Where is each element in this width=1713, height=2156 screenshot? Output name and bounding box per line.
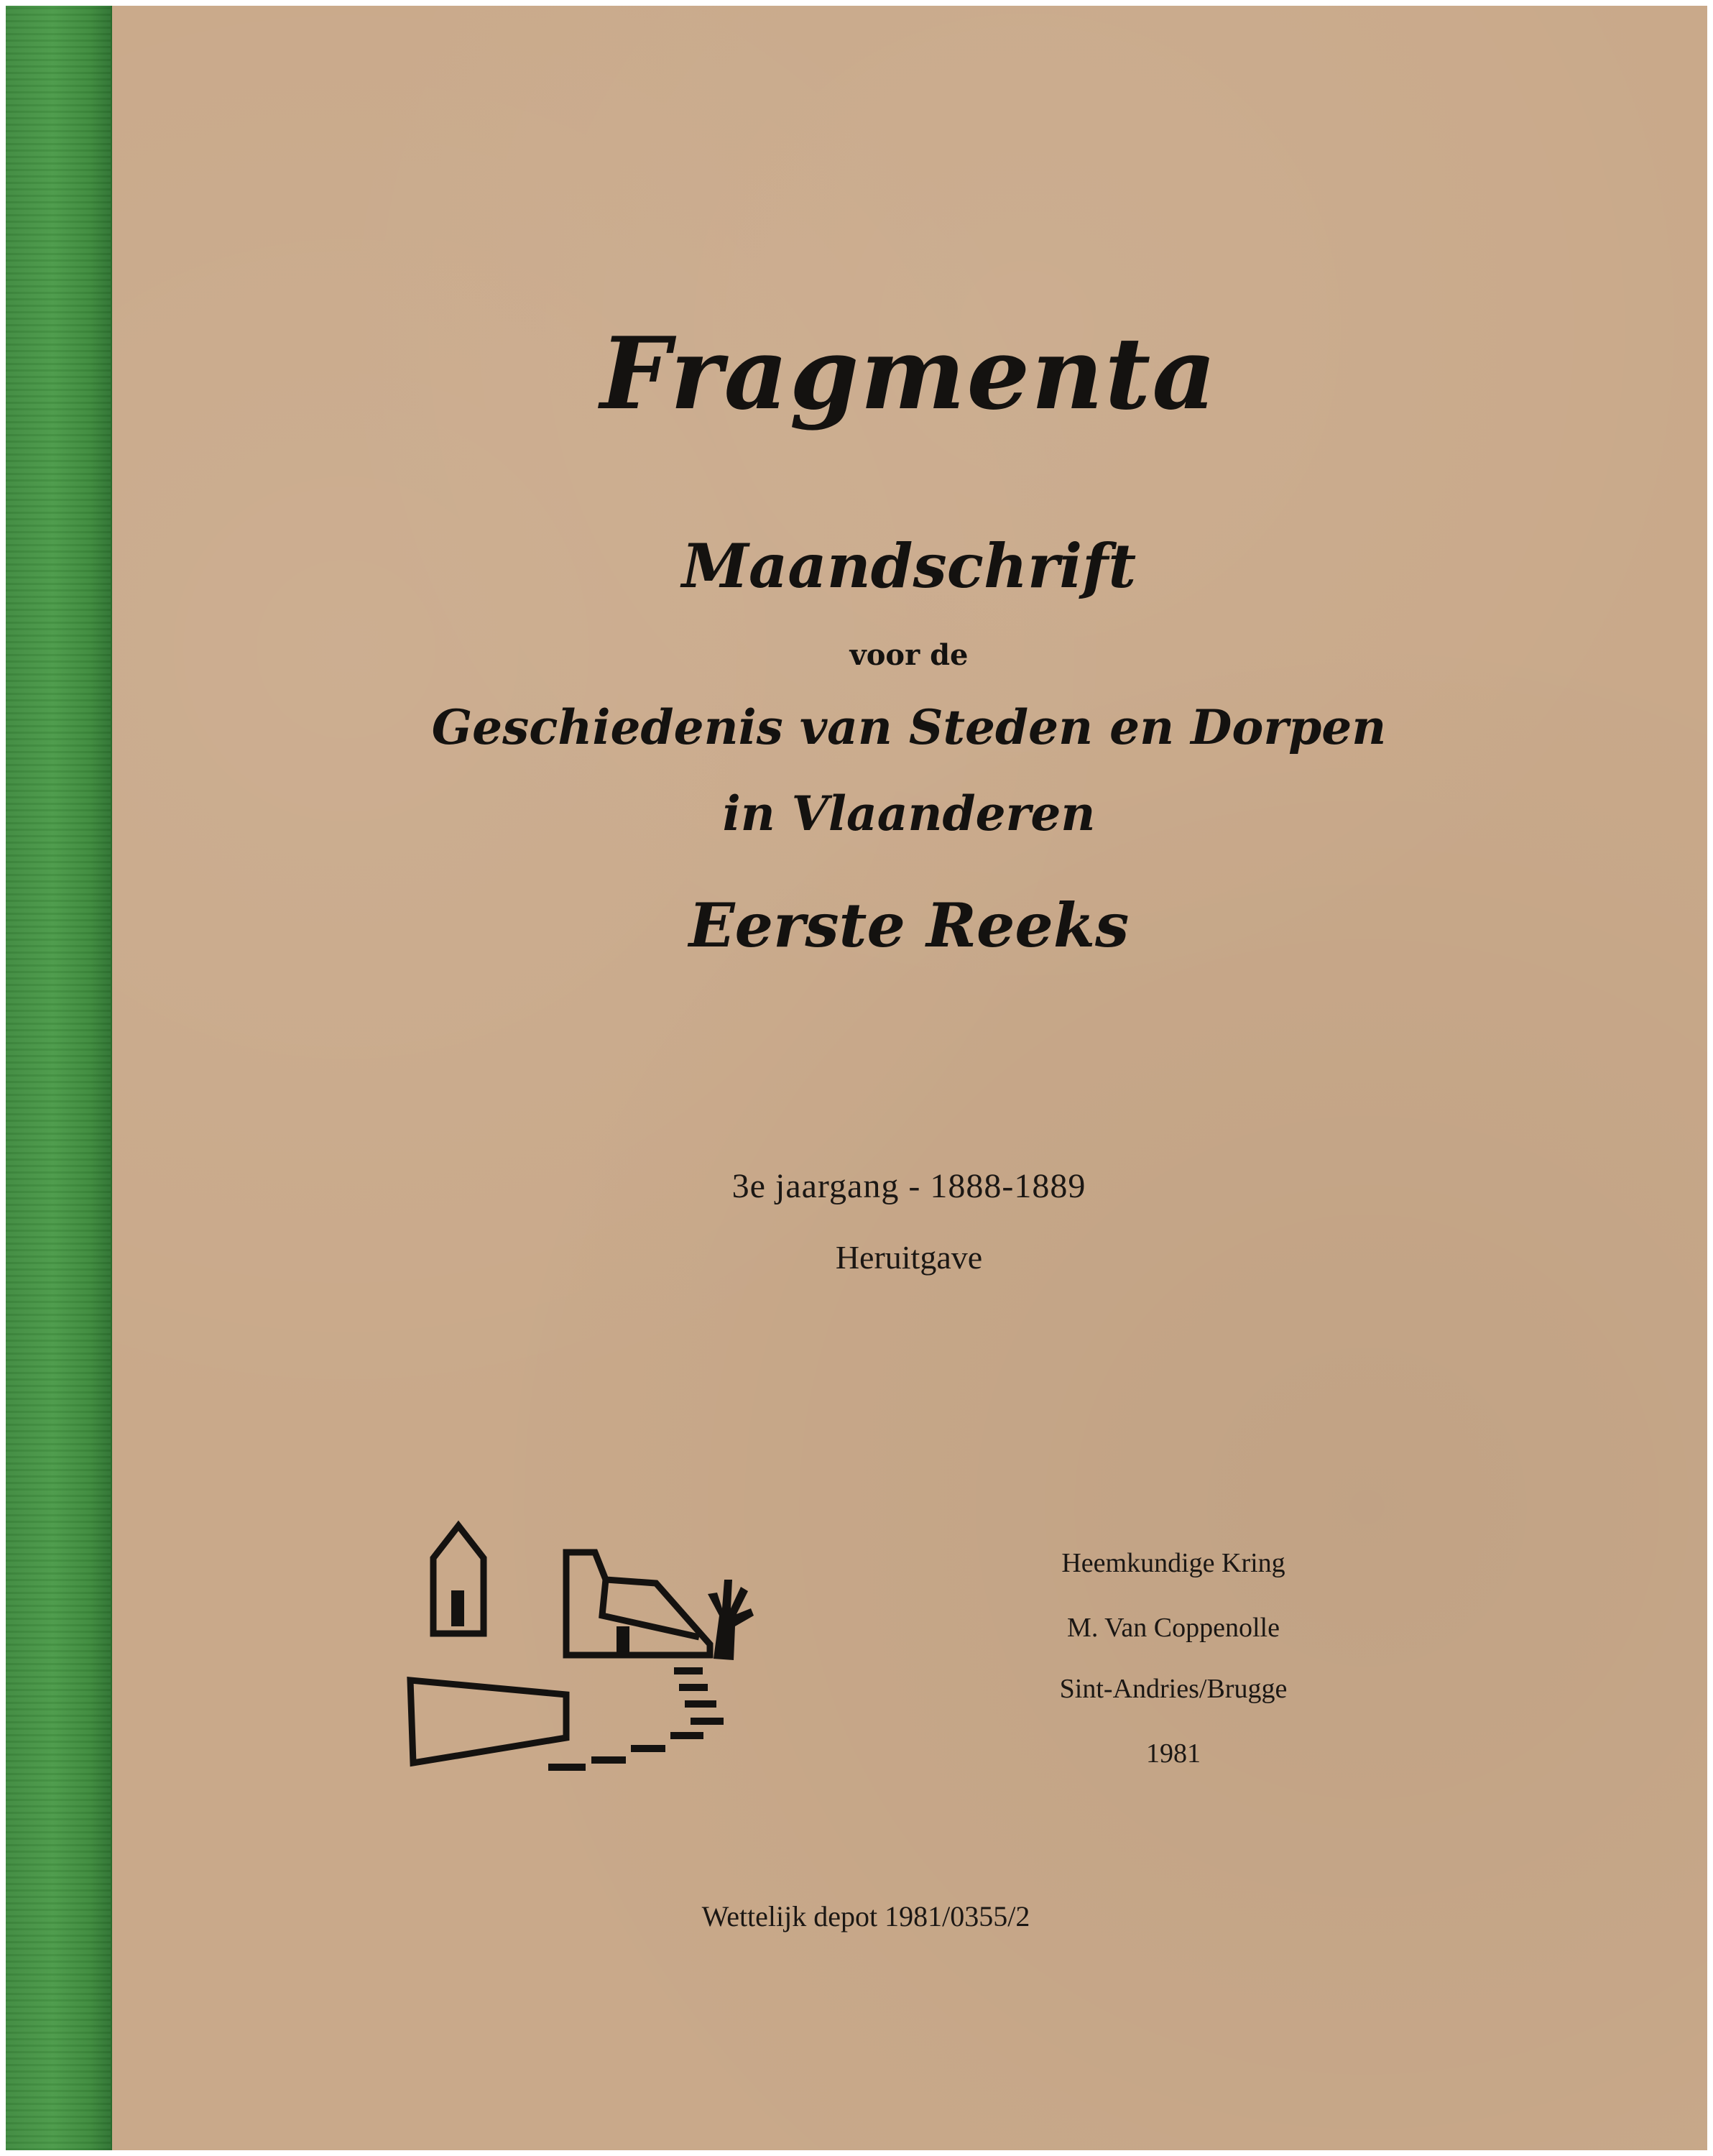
publisher-year: 1981 bbox=[1146, 1738, 1201, 1769]
book-cover bbox=[6, 6, 1707, 2150]
green-spine-tape bbox=[6, 6, 112, 2150]
reissue-label: Heruitgave bbox=[835, 1239, 983, 1276]
legal-deposit: Wettelijk depot 1981/0355/2 bbox=[701, 1900, 1030, 1932]
cover-subtitle: Maandschrift bbox=[681, 530, 1137, 602]
volume-year: 3e jaargang - 1888-1889 bbox=[731, 1167, 1086, 1205]
cover-title: Fragmenta bbox=[600, 315, 1218, 432]
subtitle-connector: voor de bbox=[849, 638, 969, 672]
publisher-line-3: Sint-Andries/Brugge bbox=[1059, 1674, 1288, 1704]
series-label: Eerste Reeks bbox=[688, 890, 1130, 961]
publisher-line-1: Heemkundige Kring bbox=[1061, 1548, 1285, 1578]
subtitle-line-1: Geschiedenis van Steden en Dorpen bbox=[431, 699, 1387, 755]
subtitle-line-2: in Vlaanderen bbox=[722, 786, 1096, 842]
publisher-line-2: M. Van Coppenolle bbox=[1067, 1613, 1280, 1643]
village-woodcut-icon bbox=[397, 1508, 785, 1774]
